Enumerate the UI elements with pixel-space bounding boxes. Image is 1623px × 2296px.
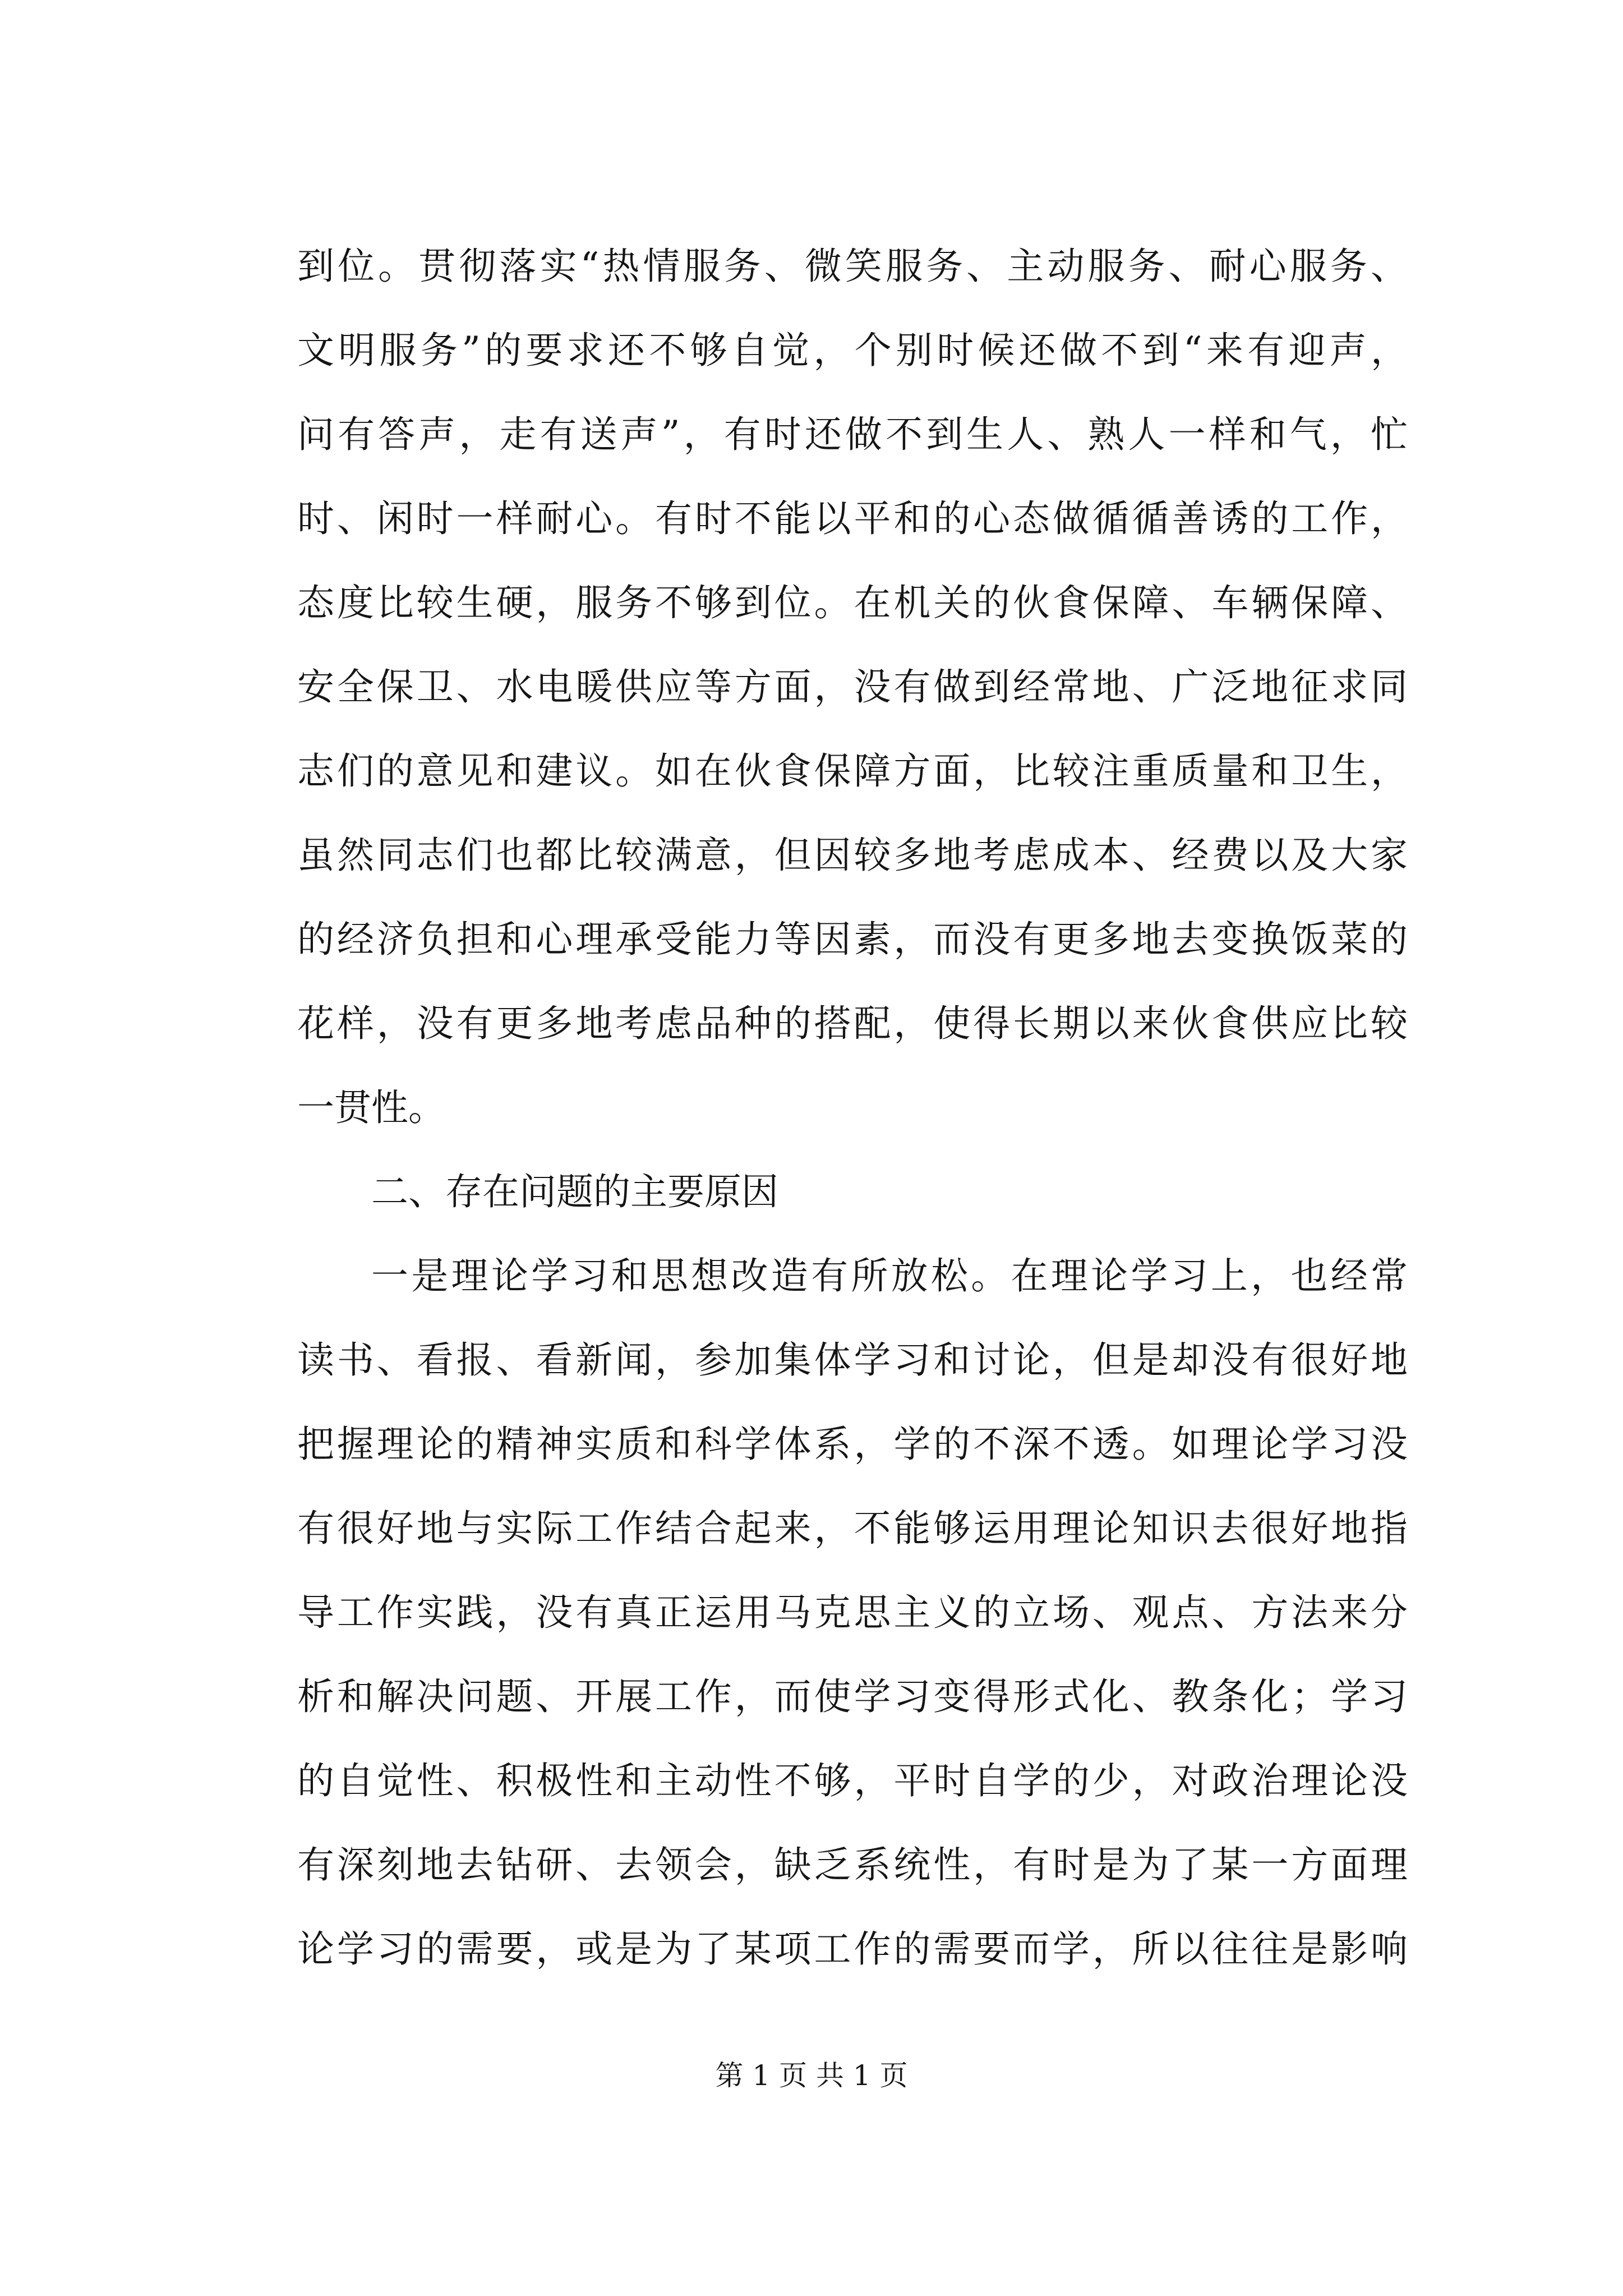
body-text-line: 一是理论学习和思想改造有所放松。在理论学习上，也经常 bbox=[371, 1254, 1408, 1297]
body-text-line: 把握理论的精神实质和科学体系，学的不深不透。如理论学习没 bbox=[297, 1423, 1408, 1466]
body-text-line: 析和解决问题、开展工作，而使学习变得形式化、教条化；学习 bbox=[297, 1675, 1408, 1718]
page-footer: 第 1 页 共 1 页 bbox=[715, 2059, 908, 2092]
body-text-line: 有很好地与实际工作结合起来，不能够运用理论知识去很好地指 bbox=[297, 1507, 1408, 1550]
body-text-line: 安全保卫、水电暖供应等方面，没有做到经常地、广泛地征求同 bbox=[297, 665, 1408, 708]
body-text-line: 志们的意见和建议。如在伙食保障方面，比较注重质量和卫生， bbox=[297, 749, 1408, 793]
body-text-line: 态度比较生硬，服务不够到位。在机关的伙食保障、车辆保障、 bbox=[297, 581, 1408, 624]
body-text-line: 到位。贯彻落实“热情服务、微笑服务、主动服务、耐心服务、 bbox=[297, 245, 1408, 288]
body-text-line: 的经济负担和心理承受能力等因素，而没有更多地去变换饭菜的 bbox=[297, 918, 1408, 961]
body-text-line: 读书、看报、看新闻，参加集体学习和讨论，但是却没有很好地 bbox=[297, 1338, 1408, 1382]
body-text-line: 论学习的需要，或是为了某项工作的需要而学，所以往往是影响 bbox=[297, 1927, 1408, 1971]
body-text-line: 问有答声，走有送声”，有时还做不到生人、熟人一样和气，忙 bbox=[297, 413, 1408, 456]
body-text-line: 一贯性。 bbox=[297, 1086, 445, 1129]
body-text-line: 导工作实践，没有真正运用马克思主义的立场、观点、方法来分 bbox=[297, 1591, 1408, 1634]
body-text-line: 时、闲时一样耐心。有时不能以平和的心态做循循善诱的工作， bbox=[297, 497, 1408, 540]
body-text-line: 虽然同志们也都比较满意，但因较多地考虑成本、经费以及大家 bbox=[297, 834, 1408, 877]
body-text-line: 有深刻地去钻研、去领会，缺乏系统性，有时是为了某一方面理 bbox=[297, 1843, 1408, 1887]
body-text-line: 文明服务”的要求还不够自觉，个别时候还做不到“来有迎声， bbox=[297, 329, 1408, 372]
section-heading: 二、存在问题的主要原因 bbox=[371, 1170, 778, 1213]
document-body bbox=[297, 224, 1408, 1991]
body-text-line: 的自觉性、积极性和主动性不够，平时自学的少，对政治理论没 bbox=[297, 1759, 1408, 1802]
body-text-line: 花样，没有更多地考虑品种的搭配，使得长期以来伙食供应比较 bbox=[297, 1002, 1408, 1045]
